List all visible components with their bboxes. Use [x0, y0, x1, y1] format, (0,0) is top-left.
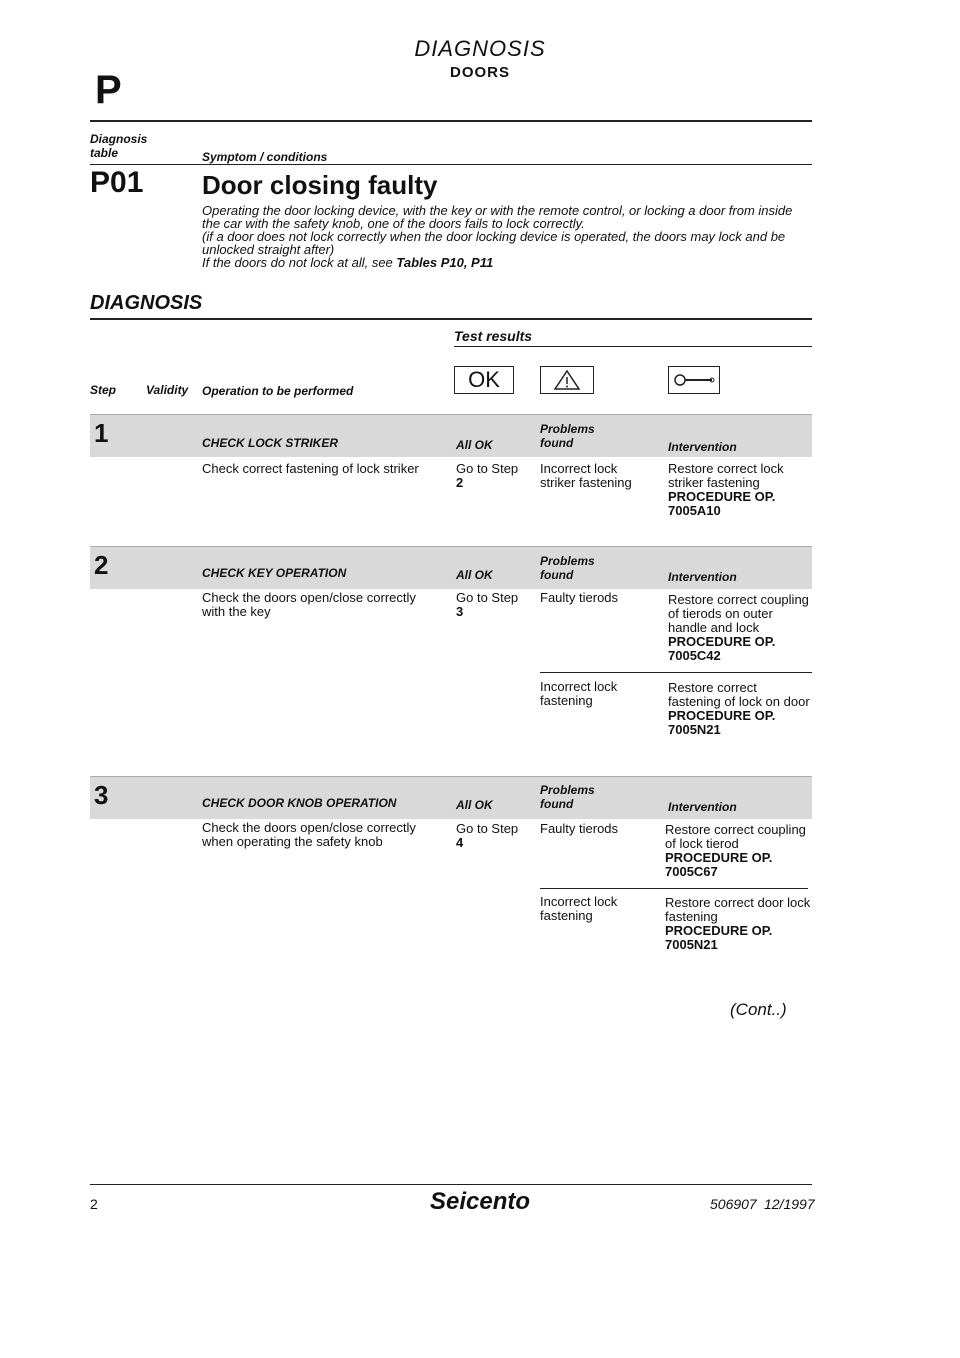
doc-date: 12/1997	[764, 1196, 815, 1212]
step-3-remedy-1	[665, 823, 810, 879]
symptom-see-also	[202, 256, 814, 269]
step-3-intervention: Intervention	[668, 800, 737, 814]
step-1-problems-found: Problems found	[540, 422, 595, 450]
symptom-code: P01	[90, 166, 144, 199]
symptom-conditions-label: Symptom / conditions	[202, 150, 328, 164]
warning-triangle-icon	[540, 366, 594, 394]
symptom-description	[202, 204, 814, 269]
step-2-all-ok: All OK	[456, 568, 493, 582]
step-1-all-ok: All OK	[456, 438, 493, 452]
step-1-remedy-1	[668, 462, 813, 518]
step-3-problem-1: Faulty tierods	[540, 821, 619, 836]
step-1-goto-step: 2	[456, 475, 464, 490]
step-2-operation: Check the doors open/close correctly with the key	[202, 590, 416, 619]
test-results-label: Test results	[454, 328, 533, 344]
see-also-prefix: If the doors do not lock at all, see	[202, 255, 397, 270]
step-3-remedy-2-text: Restore correct door lock fastening	[665, 895, 811, 924]
test-results-rule	[454, 346, 812, 347]
step-2-goto-step: 3	[456, 604, 464, 619]
step-1-intervention: Intervention	[668, 440, 737, 454]
page-subtitle: DOORS	[449, 64, 510, 81]
step-3-all-ok: All OK	[456, 798, 493, 812]
doc-number: 506907	[710, 1196, 757, 1212]
step-2-remedy-2-text: Restore correct fastening of lock on door	[668, 680, 810, 709]
step-1-goto	[456, 462, 536, 490]
col-validity: Validity	[146, 383, 189, 397]
see-also-tables: Tables P10, P11	[396, 255, 494, 270]
symptom-rule	[90, 164, 812, 165]
step-2-check: CHECK KEY OPERATION	[202, 566, 347, 580]
step-2-problem-2: Incorrect lock fastening	[540, 679, 618, 708]
symptom-description-text: Operating the door locking device, with the key or with the remote control, or locking a door from inside the car with the safety knob, one of the doors fails to lock correctly.	[202, 203, 793, 231]
section-letter: P	[95, 68, 122, 112]
symptom-title: Door closing faulty	[202, 170, 438, 200]
page-number: 2	[90, 1196, 98, 1212]
step-1-problem-1: Incorrect lock striker fastening	[540, 461, 632, 490]
step-2-procedure-2: PROCEDURE OP. 7005N21	[668, 708, 776, 737]
step-2-goto-text: Go to Step	[456, 590, 519, 605]
step-3-problem-2: Incorrect lock fastening	[540, 894, 618, 923]
step-2-problem-1: Faulty tierods	[540, 590, 619, 605]
step-3-operation: Check the doors open/close correctly when operating the safety knob	[202, 820, 416, 849]
footer-rule	[90, 1184, 812, 1185]
step-3-problems-found: Problems found	[540, 783, 595, 811]
step-2-problems-found: Problems found	[540, 554, 595, 582]
step-2-row-divider	[540, 672, 812, 673]
page-title: DIAGNOSIS	[414, 36, 546, 61]
step-3-check: CHECK DOOR KNOB OPERATION	[202, 796, 397, 810]
step-3-procedure-2: PROCEDURE OP. 7005N21	[665, 923, 773, 952]
step-2-remedy-2	[668, 681, 813, 737]
continued-note: (Cont..)	[730, 1000, 787, 1019]
step-1-number: 1	[94, 418, 109, 448]
table-label: table	[90, 146, 119, 160]
col-operation: Operation to be performed	[202, 384, 354, 398]
step-1-operation: Check correct fastening of lock striker	[202, 461, 419, 476]
step-1-remedy-1-text: Restore correct lock striker fastening	[668, 461, 784, 490]
step-2-intervention: Intervention	[668, 570, 737, 584]
diagnosis-heading: DIAGNOSIS	[90, 292, 203, 314]
ok-icon: OK	[454, 366, 514, 394]
step-3-number: 3	[94, 780, 109, 810]
step-1-check: CHECK LOCK STRIKER	[202, 436, 339, 450]
brand-logo: Seicento	[429, 1188, 531, 1215]
step-3-remedy-1-text: Restore correct coupling of lock tierod	[665, 822, 806, 851]
step-3-row-divider	[540, 888, 808, 889]
wrench-icon	[668, 366, 720, 394]
step-3-goto	[456, 822, 536, 850]
diagnosis-rule	[90, 318, 812, 320]
step-2-goto	[456, 591, 536, 619]
symptom-note: (if a door does not lock correctly when the door locking device is operated, the doors may lock and be unlocked straight after)	[202, 229, 786, 257]
step-1-goto-text: Go to Step	[456, 461, 519, 476]
step-1-procedure-1: PROCEDURE OP. 7005A10	[668, 489, 776, 518]
col-step: Step	[90, 383, 117, 397]
step-3-goto-step: 4	[456, 835, 464, 850]
step-3-procedure-1: PROCEDURE OP. 7005C67	[665, 850, 773, 879]
step-3-goto-text: Go to Step	[456, 821, 519, 836]
step-2-procedure-1: PROCEDURE OP. 7005C42	[668, 634, 776, 663]
step-2-remedy-1	[668, 593, 813, 663]
step-3-remedy-2	[665, 896, 815, 952]
step-2-number: 2	[94, 550, 109, 580]
step-2-remedy-1-text: Restore correct coupling of tierods on outer handle and lock	[668, 592, 809, 635]
diagnosis-label: Diagnosis	[90, 132, 148, 146]
header-rule	[90, 120, 812, 122]
